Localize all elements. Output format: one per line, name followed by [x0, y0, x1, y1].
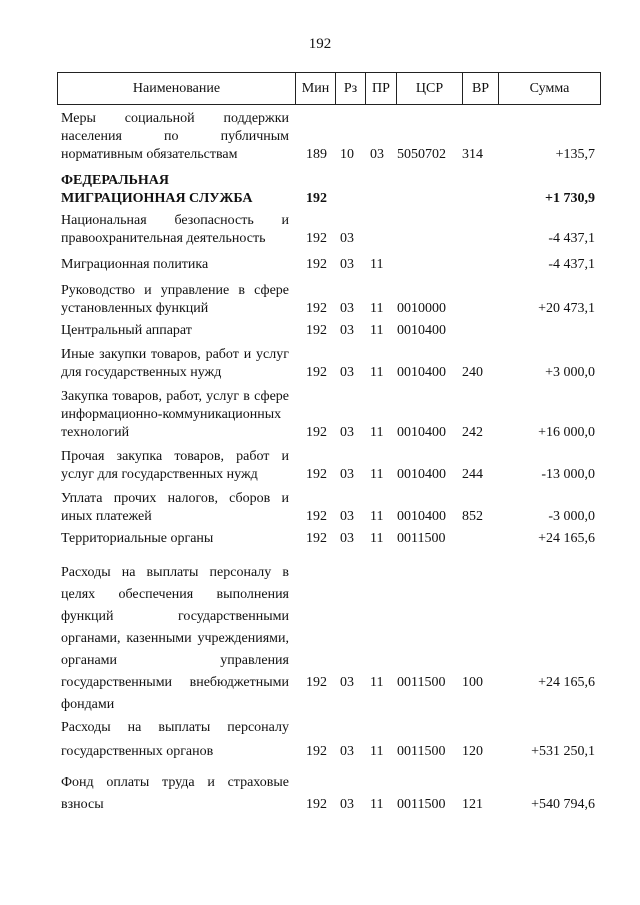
row-min: 192 [306, 744, 327, 759]
header-pr: ПР [366, 73, 397, 104]
row-sum: +531 250,1 [531, 744, 595, 759]
row-csr: 0011500 [397, 675, 446, 690]
row-min: 189 [306, 147, 327, 162]
row-pr: 11 [370, 744, 384, 759]
row-vr: 100 [462, 675, 483, 690]
row-rz: 03 [340, 509, 354, 524]
row-min: 192 [306, 257, 327, 272]
row-name: Центральный аппарат [61, 323, 192, 338]
row-vr: 120 [462, 744, 483, 759]
row-sum: +540 794,6 [531, 797, 595, 812]
table-row [57, 346, 601, 388]
row-csr: 0010000 [397, 301, 446, 316]
row-rz: 03 [340, 231, 354, 246]
row-rz: 03 [340, 744, 354, 759]
row-csr: 0011500 [397, 797, 446, 812]
row-sum: +135,7 [555, 147, 595, 162]
row-vr: 852 [462, 509, 483, 524]
row-rz: 03 [340, 365, 354, 380]
row-min: 192 [306, 531, 327, 546]
row-name: ФЕДЕРАЛЬНАЯ МИГРАЦИОННАЯ СЛУЖБА [61, 173, 253, 206]
row-min: 192 [306, 323, 327, 338]
header-sum: Сумма [529, 80, 570, 96]
row-csr: 0010400 [397, 365, 446, 380]
row-sum: -4 437,1 [548, 231, 595, 246]
table-body [57, 110, 601, 822]
header-rz: Рз [336, 73, 366, 104]
row-sum: -13 000,0 [541, 467, 595, 482]
row-sum: +20 473,1 [538, 301, 595, 316]
row-name: Расходы на выплаты персоналу государственных органов [61, 720, 289, 759]
row-pr: 11 [370, 301, 384, 316]
row-rz: 03 [340, 467, 354, 482]
table-row [57, 716, 601, 772]
row-csr: 0010400 [397, 467, 446, 482]
row-rz: 03 [340, 675, 354, 690]
row-pr: 03 [370, 147, 384, 162]
row-name: Прочая закупка товаров, работ и услуг для государственных нужд [61, 449, 289, 482]
row-pr: 11 [370, 509, 384, 524]
row-name: Территориальные органы [61, 531, 214, 546]
row-pr: 11 [370, 425, 384, 440]
row-csr: 0010400 [397, 509, 446, 524]
row-vr: 244 [462, 467, 483, 482]
row-min: 192 [306, 675, 327, 690]
row-sum: +1 730,9 [545, 191, 595, 206]
row-min: 192 [306, 797, 327, 812]
row-pr: 11 [370, 257, 384, 272]
table-row [57, 448, 601, 490]
table-row [57, 490, 601, 530]
table-row [57, 772, 601, 822]
header-min: Мин [296, 73, 336, 104]
row-rz: 03 [340, 425, 354, 440]
row-min: 192 [306, 365, 327, 380]
row-sum: +16 000,0 [538, 425, 595, 440]
row-vr: 240 [462, 365, 483, 380]
row-csr: 5050702 [397, 147, 446, 162]
table-row [57, 388, 601, 448]
row-min: 192 [306, 231, 327, 246]
row-name: Фонд оплаты труда и страховые взносы [61, 775, 289, 812]
row-rz: 03 [340, 301, 354, 316]
row-sum: +3 000,0 [545, 365, 595, 380]
table-row [57, 256, 601, 282]
table-row [57, 282, 601, 322]
table-row [57, 322, 601, 346]
row-sum: -3 000,0 [548, 509, 595, 524]
row-rz: 10 [340, 147, 354, 162]
table-row [57, 172, 601, 212]
row-pr: 11 [370, 323, 384, 338]
row-name: Руководство и управление в сфере установленных функций [61, 283, 289, 316]
table-row [57, 212, 601, 256]
row-pr: 11 [370, 675, 384, 690]
row-name: Меры социальной поддержки населения по публичным нормативным обязательствам [61, 111, 289, 162]
row-rz: 03 [340, 797, 354, 812]
table-row [57, 530, 601, 562]
row-rz: 03 [340, 257, 354, 272]
row-pr: 11 [370, 467, 384, 482]
row-min: 192 [306, 425, 327, 440]
table-row [57, 562, 601, 716]
header-name: Наименование [58, 73, 296, 104]
row-name: Иные закупки товаров, работ и услуг для государственных нужд [61, 347, 289, 380]
row-min: 192 [306, 191, 327, 206]
row-min: 192 [306, 301, 327, 316]
row-name: Уплата прочих налогов, сборов и иных платежей [61, 491, 289, 524]
row-pr: 11 [370, 531, 384, 546]
row-vr: 121 [462, 797, 483, 812]
row-csr: 0011500 [397, 531, 446, 546]
header-csr: ЦСР [397, 73, 463, 104]
page-number: 192 [308, 36, 332, 52]
row-name: Закупка товаров, работ, услуг в сфере информационно-коммуникационных технологий [61, 389, 289, 440]
table-row [57, 110, 601, 172]
row-vr: 242 [462, 425, 483, 440]
row-sum: +24 165,6 [538, 675, 595, 690]
row-vr: 314 [462, 147, 483, 162]
row-csr: 0011500 [397, 744, 446, 759]
row-sum: -4 437,1 [548, 257, 595, 272]
row-csr: 0010400 [397, 425, 446, 440]
row-name: Миграционная политика [61, 257, 209, 272]
row-rz: 03 [340, 323, 354, 338]
row-pr: 11 [370, 365, 384, 380]
row-name: Национальная безопасность и правоохранительная деятельность [61, 213, 289, 246]
header-vr: ВР [463, 73, 499, 104]
row-name: Расходы на выплаты персоналу в целях обеспечения выполнения функций государственными органами, казенными учреждениями, органами управления государственными внебюджетными фондами [61, 565, 289, 712]
row-rz: 03 [340, 531, 354, 546]
row-sum: +24 165,6 [538, 531, 595, 546]
row-pr: 11 [370, 797, 384, 812]
row-min: 192 [306, 467, 327, 482]
row-min: 192 [306, 509, 327, 524]
row-csr: 0010400 [397, 323, 446, 338]
table-header [57, 72, 601, 105]
